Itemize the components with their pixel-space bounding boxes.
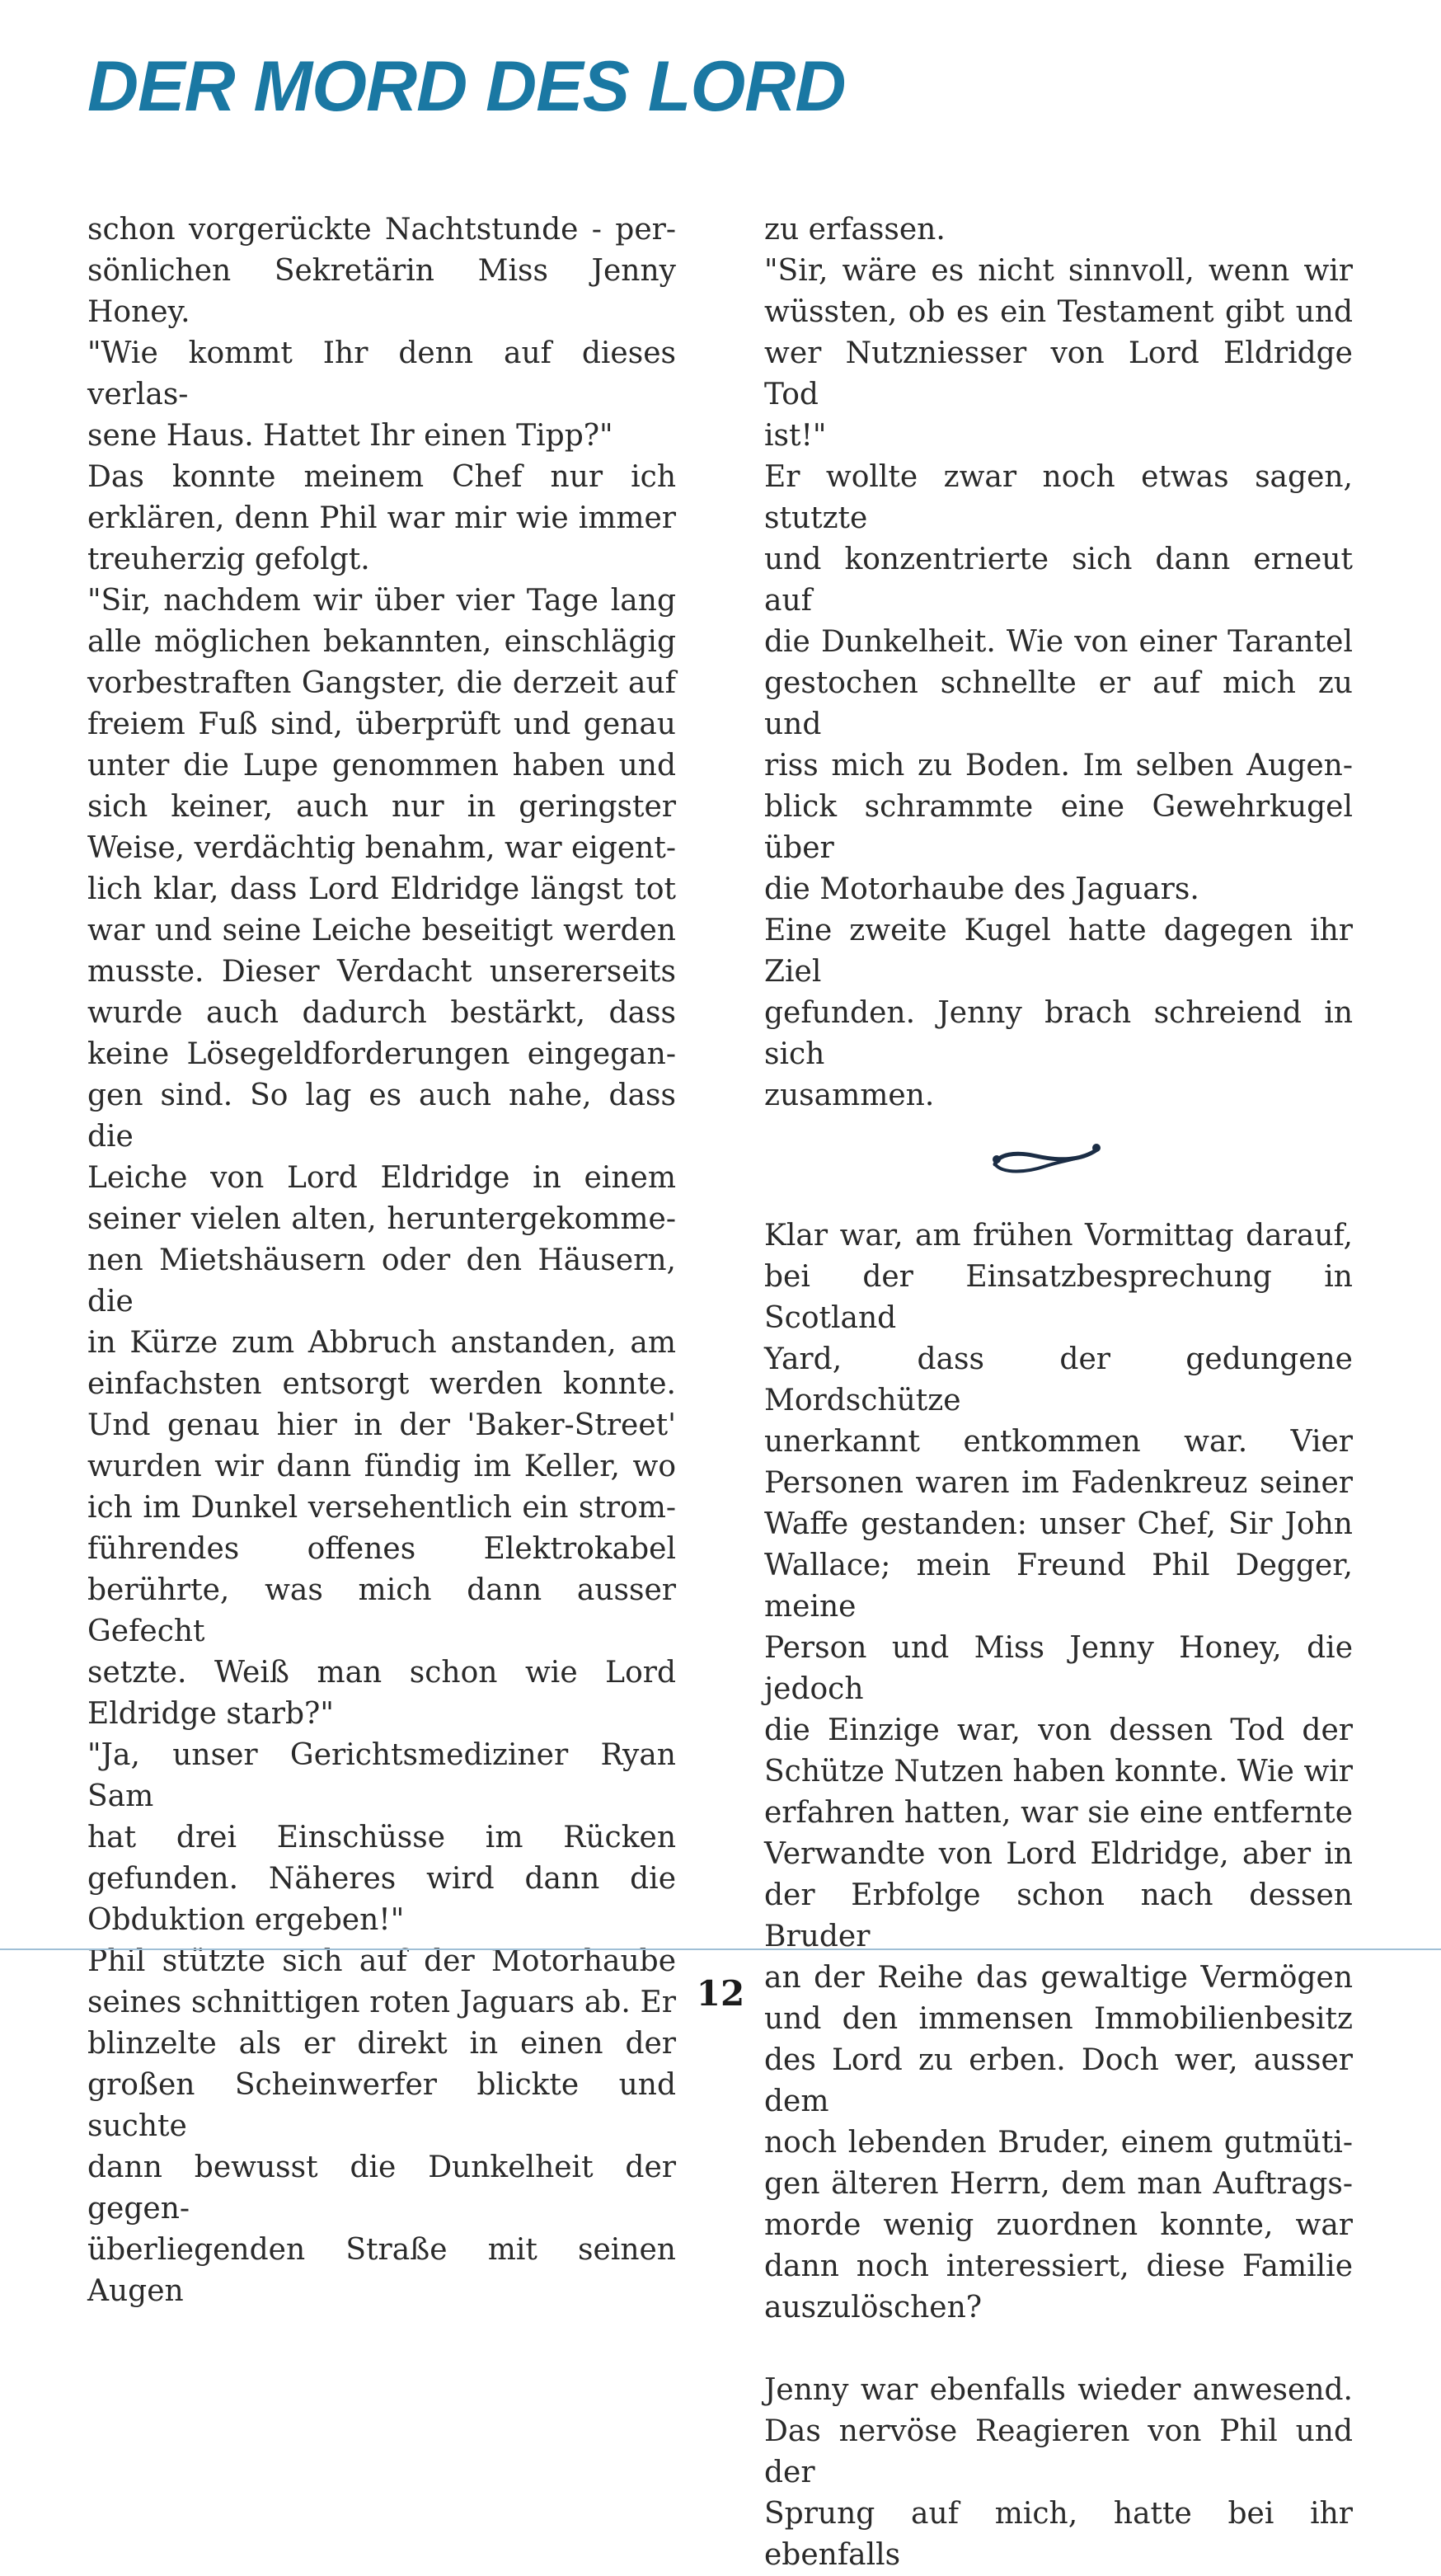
text-line: seines schnittigen roten Jaguars ab. Er: [87, 1986, 676, 2019]
text-line: freiem Fuß sind, überprüft und genau: [87, 707, 676, 741]
text-line: einfachsten entsorgt werden konnte.: [87, 1367, 676, 1401]
text-line: Klar war, am frühen Vormittag darauf,: [764, 1219, 1353, 1253]
text-line: gen älteren Herrn, dem man Auftrags-: [764, 2167, 1353, 2201]
text-line: "Ja, unser Gerichtsmediziner Ryan Sam: [87, 1738, 676, 1813]
text-line: wüssten, ob es ein Testament gibt und: [764, 295, 1353, 329]
text-line: Er wollte zwar noch etwas sagen, stutzte: [764, 460, 1353, 535]
text-line: hat drei Einschüsse im Rücken: [87, 1821, 676, 1854]
text-line: und konzentrierte sich dann erneut auf: [764, 543, 1353, 618]
text-line: bei der Einsatzbesprechung in Scotland: [764, 1260, 1353, 1335]
text-line: Wallace; mein Freund Phil Degger, meine: [764, 1549, 1353, 1624]
text-line: des Lord zu erben. Doch wer, ausser dem: [764, 2043, 1353, 2118]
text-line: Und genau hier in der 'Baker-Street': [87, 1408, 676, 1442]
text-line: und den immensen Immobilienbesitz: [764, 2002, 1353, 2036]
text-line: in Kürze zum Abbruch anstanden, am: [87, 1326, 676, 1360]
text-line: Das konnte meinem Chef nur ich: [87, 460, 676, 494]
text-line: treuherzig gefolgt.: [87, 543, 370, 576]
text-line: Eine zweite Kugel hatte dagegen ihr Ziel: [764, 914, 1353, 989]
text-line: blick schrammte eine Gewehrkugel über: [764, 790, 1353, 865]
text-line: Das nervöse Reagieren von Phil und der: [764, 2414, 1353, 2489]
text-line: gefunden. Jenny brach schreiend in sich: [764, 996, 1353, 1071]
page-number: 12: [696, 1973, 745, 2014]
text-line: Weise, verdächtig benahm, war eigent-: [87, 831, 676, 865]
text-line: Schütze Nutzen haben konnte. Wie wir: [764, 1755, 1353, 1789]
text-column-right: [764, 209, 1353, 2576]
text-line: führendes offenes Elektrokabel: [87, 1532, 676, 1566]
text-line: Sprung auf mich, hatte bei ihr ebenfalls: [764, 2497, 1353, 2572]
text-line: zu erfassen.: [764, 213, 946, 247]
paragraph-group: [764, 1215, 1353, 2329]
text-line: sönlichen Sekretärin Miss Jenny Honey.: [87, 254, 676, 329]
text-line: riss mich zu Boden. Im selben Augen-: [764, 749, 1353, 783]
text-line: wurde auch dadurch bestärkt, dass: [87, 996, 676, 1030]
text-line: großen Scheinwerfer blickte und suchte: [87, 2068, 676, 2143]
footer-divider: [0, 1948, 1441, 1950]
text-line: morde wenig zuordnen konnte, war: [764, 2208, 1353, 2242]
text-line: überliegenden Straße mit seinen Augen: [87, 2233, 676, 2308]
text-line: dann bewusst die Dunkelheit der gegen-: [87, 2151, 676, 2226]
text-line: ist!": [764, 419, 827, 453]
text-line: dann noch interessiert, diese Familie: [764, 2249, 1353, 2283]
text-line: erfahren hatten, war sie eine entfernte: [764, 1796, 1353, 1830]
paragraph-group: [764, 209, 1353, 1116]
text-line: "Sir, nachdem wir über vier Tage lang: [87, 584, 676, 618]
text-line: erklären, denn Phil war mir wie immer: [87, 501, 676, 535]
flourish-divider-icon: [764, 1116, 1353, 1215]
text-line: seiner vielen alten, heruntergekomme-: [87, 1202, 676, 1236]
text-line: Person und Miss Jenny Honey, die jedoch: [764, 1631, 1353, 1706]
text-line: noch lebenden Bruder, einem gutmüti-: [764, 2126, 1353, 2160]
text-line: blinzelte als er direkt in einen der: [87, 2027, 676, 2061]
text-line: lich klar, dass Lord Eldridge längst tot: [87, 872, 676, 906]
text-line: schon vorgerückte Nachtstunde - per-: [87, 213, 676, 247]
text-line: unerkannt entkommen war. Vier: [764, 1425, 1353, 1459]
text-line: an der Reihe das gewaltige Vermögen: [764, 1961, 1353, 1995]
text-line: gefunden. Näheres wird dann die: [87, 1862, 676, 1896]
text-line: Verwandte von Lord Eldridge, aber in: [764, 1837, 1353, 1871]
text-line: der Erbfolge schon nach dessen Bruder: [764, 1878, 1353, 1953]
text-line: Personen waren im Fadenkreuz seiner: [764, 1466, 1353, 1500]
text-line: Eldridge starb?": [87, 1697, 334, 1731]
text-line: Leiche von Lord Eldridge in einem: [87, 1161, 676, 1195]
text-line: Obduktion ergeben!": [87, 1903, 405, 1937]
text-line: "Sir, wäre es nicht sinnvoll, wenn wir: [764, 254, 1353, 288]
page-title: DER MORD DES LORD: [87, 47, 846, 126]
text-line: Waffe gestanden: unser Chef, Sir John: [764, 1507, 1353, 1541]
text-line: musste. Dieser Verdacht unsererseits: [87, 955, 676, 989]
text-line: vorbestraften Gangster, die derzeit auf: [87, 666, 676, 700]
text-line: war und seine Leiche beseitigt werden: [87, 914, 676, 947]
text-line: Phil stützte sich auf der Motorhaube: [87, 1944, 676, 1978]
text-line: keine Lösegeldforderungen eingegan-: [87, 1037, 676, 1071]
text-line: sene Haus. Hattet Ihr einen Tipp?": [87, 419, 613, 453]
text-line: die Dunkelheit. Wie von einer Tarantel: [764, 625, 1353, 659]
text-line: gen sind. So lag es auch nahe, dass die: [87, 1079, 676, 1154]
text-line: die Einzige war, von dessen Tod der: [764, 1713, 1353, 1747]
text-line: sich keiner, auch nur in geringster: [87, 790, 676, 824]
text-line: wurden wir dann fündig im Keller, wo: [87, 1450, 676, 1483]
paragraph-group: [764, 2370, 1353, 2576]
paragraph-spacer: [764, 2329, 1353, 2370]
text-line: setzte. Weiß man schon wie Lord: [87, 1656, 676, 1690]
text-line: auszulöschen?: [764, 2291, 983, 2325]
text-line: berührte, was mich dann ausser Gefecht: [87, 1573, 676, 1648]
text-line: Jenny war ebenfalls wieder anwesend.: [764, 2373, 1353, 2407]
text-line: alle möglichen bekannten, einschlägig: [87, 625, 676, 659]
text-line: ich im Dunkel versehentlich ein strom-: [87, 1491, 676, 1525]
text-line: unter die Lupe genommen haben und: [87, 749, 676, 783]
text-line: gestochen schnellte er auf mich zu und: [764, 666, 1353, 741]
text-line: die Motorhaube des Jaguars.: [764, 872, 1199, 906]
text-line: Yard, dass der gedungene Mordschütze: [764, 1342, 1353, 1417]
text-line: "Wie kommt Ihr denn auf dieses verlas-: [87, 336, 676, 411]
text-line: zusammen.: [764, 1079, 935, 1112]
text-line: nen Mietshäusern oder den Häusern, die: [87, 1243, 676, 1319]
text-line: wer Nutzniesser von Lord Eldridge Tod: [764, 336, 1353, 411]
